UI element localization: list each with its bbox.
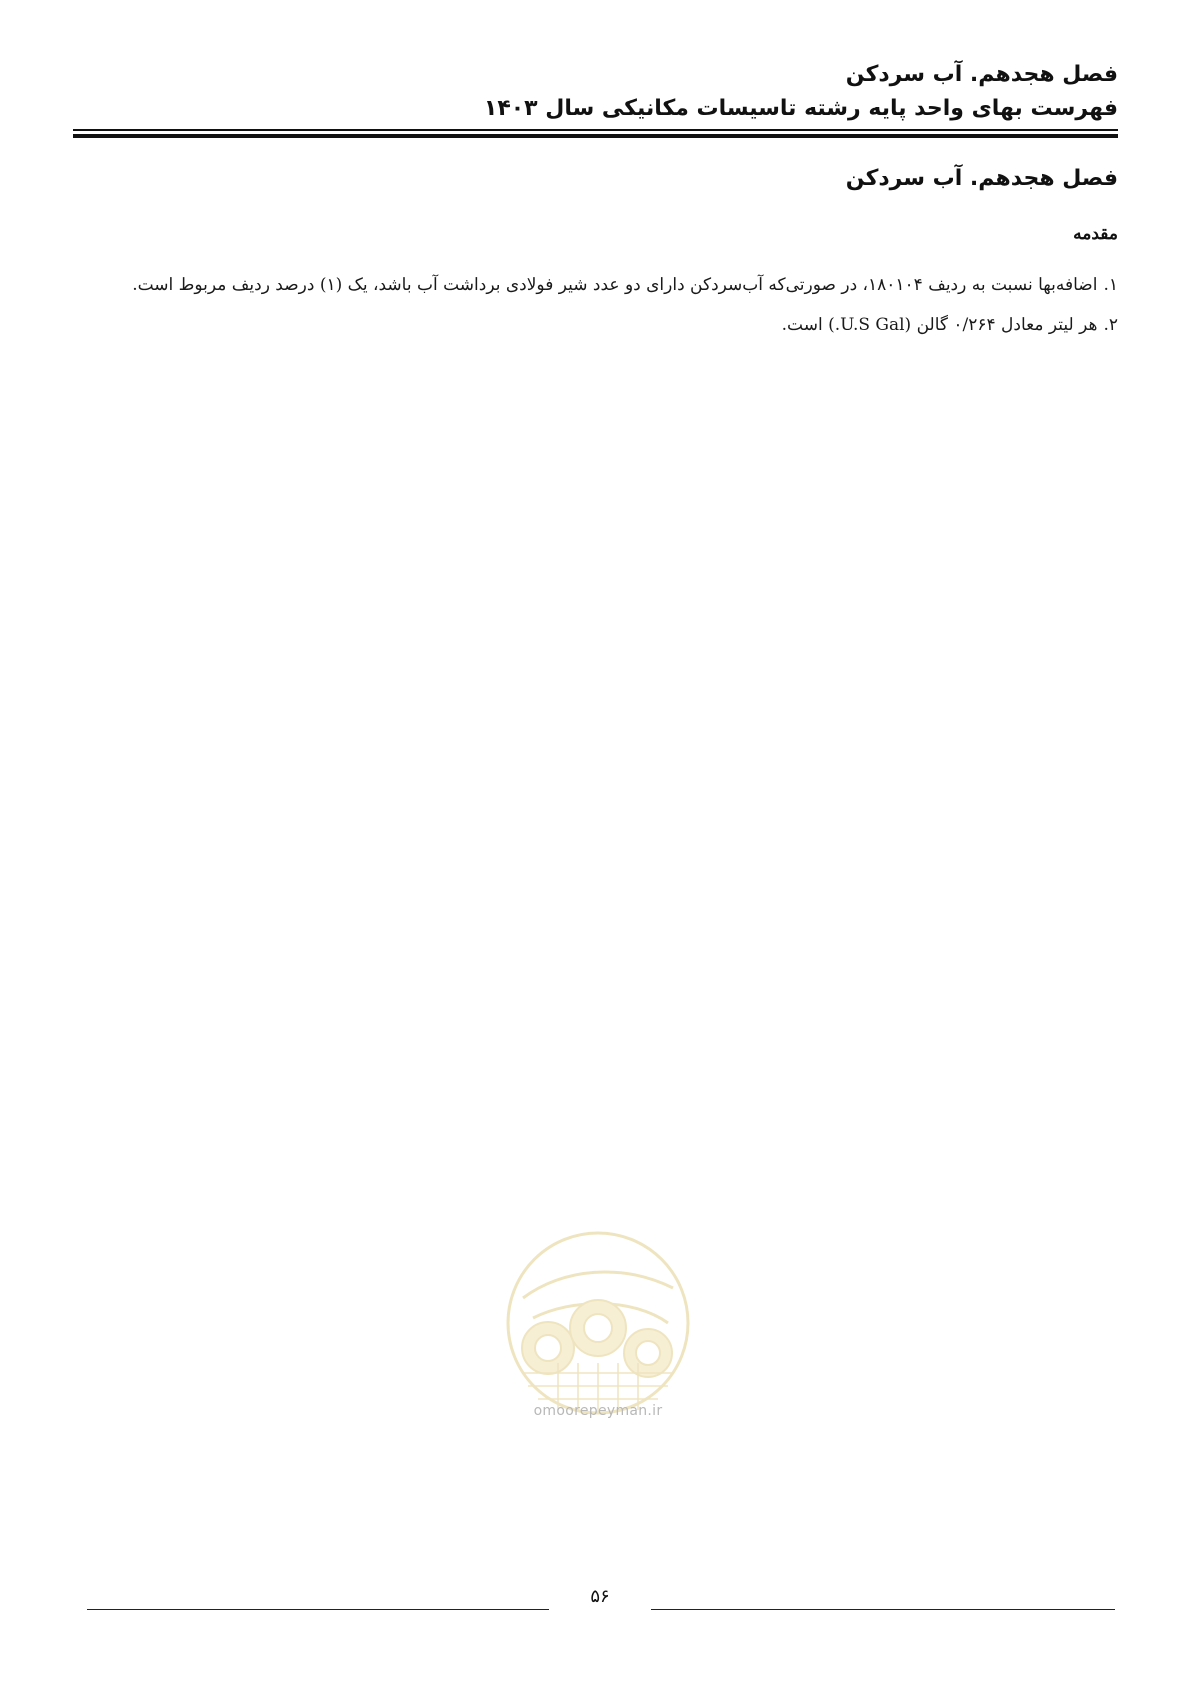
section-title: مقدمه xyxy=(1073,224,1118,244)
list-item-2 xyxy=(88,305,1118,345)
footer-divider-left xyxy=(87,1609,549,1610)
list-item-number: ۲. xyxy=(1103,315,1118,335)
list-item-number: ۱. xyxy=(1103,275,1118,295)
header-document-title: فهرست بهای واحد پایه رشته تاسیسات مکانیکی سال ۱۴۰۳ xyxy=(483,96,1118,121)
section-body xyxy=(88,265,1118,345)
watermark-logo xyxy=(503,1228,693,1418)
list-item-1 xyxy=(88,265,1118,305)
list-item-text: اضافه‌بها نسبت به ردیف ۱۸۰۱۰۴، در صورتی‌که آب‌سردکن دارای دو عدد شیر فولادی برداشت آب باشد، یک (۱) درصد ردیف مربوط است. xyxy=(132,275,1098,295)
header-chapter-line: فصل هجدهم. آب سردکن xyxy=(845,62,1118,87)
chapter-title: فصل هجدهم. آب سردکن xyxy=(845,166,1118,191)
watermark-caption: omoorepeyman.ir xyxy=(533,1403,663,1419)
page-number: ۵۶ xyxy=(590,1586,610,1607)
page-header xyxy=(73,58,1118,126)
footer-divider-right xyxy=(651,1609,1115,1610)
header-divider-thin xyxy=(73,129,1118,131)
list-item-text: هر لیتر معادل ۰/۲۶۴ گالن (U.S Gal.) است. xyxy=(781,315,1098,335)
header-divider-thick xyxy=(73,134,1118,138)
